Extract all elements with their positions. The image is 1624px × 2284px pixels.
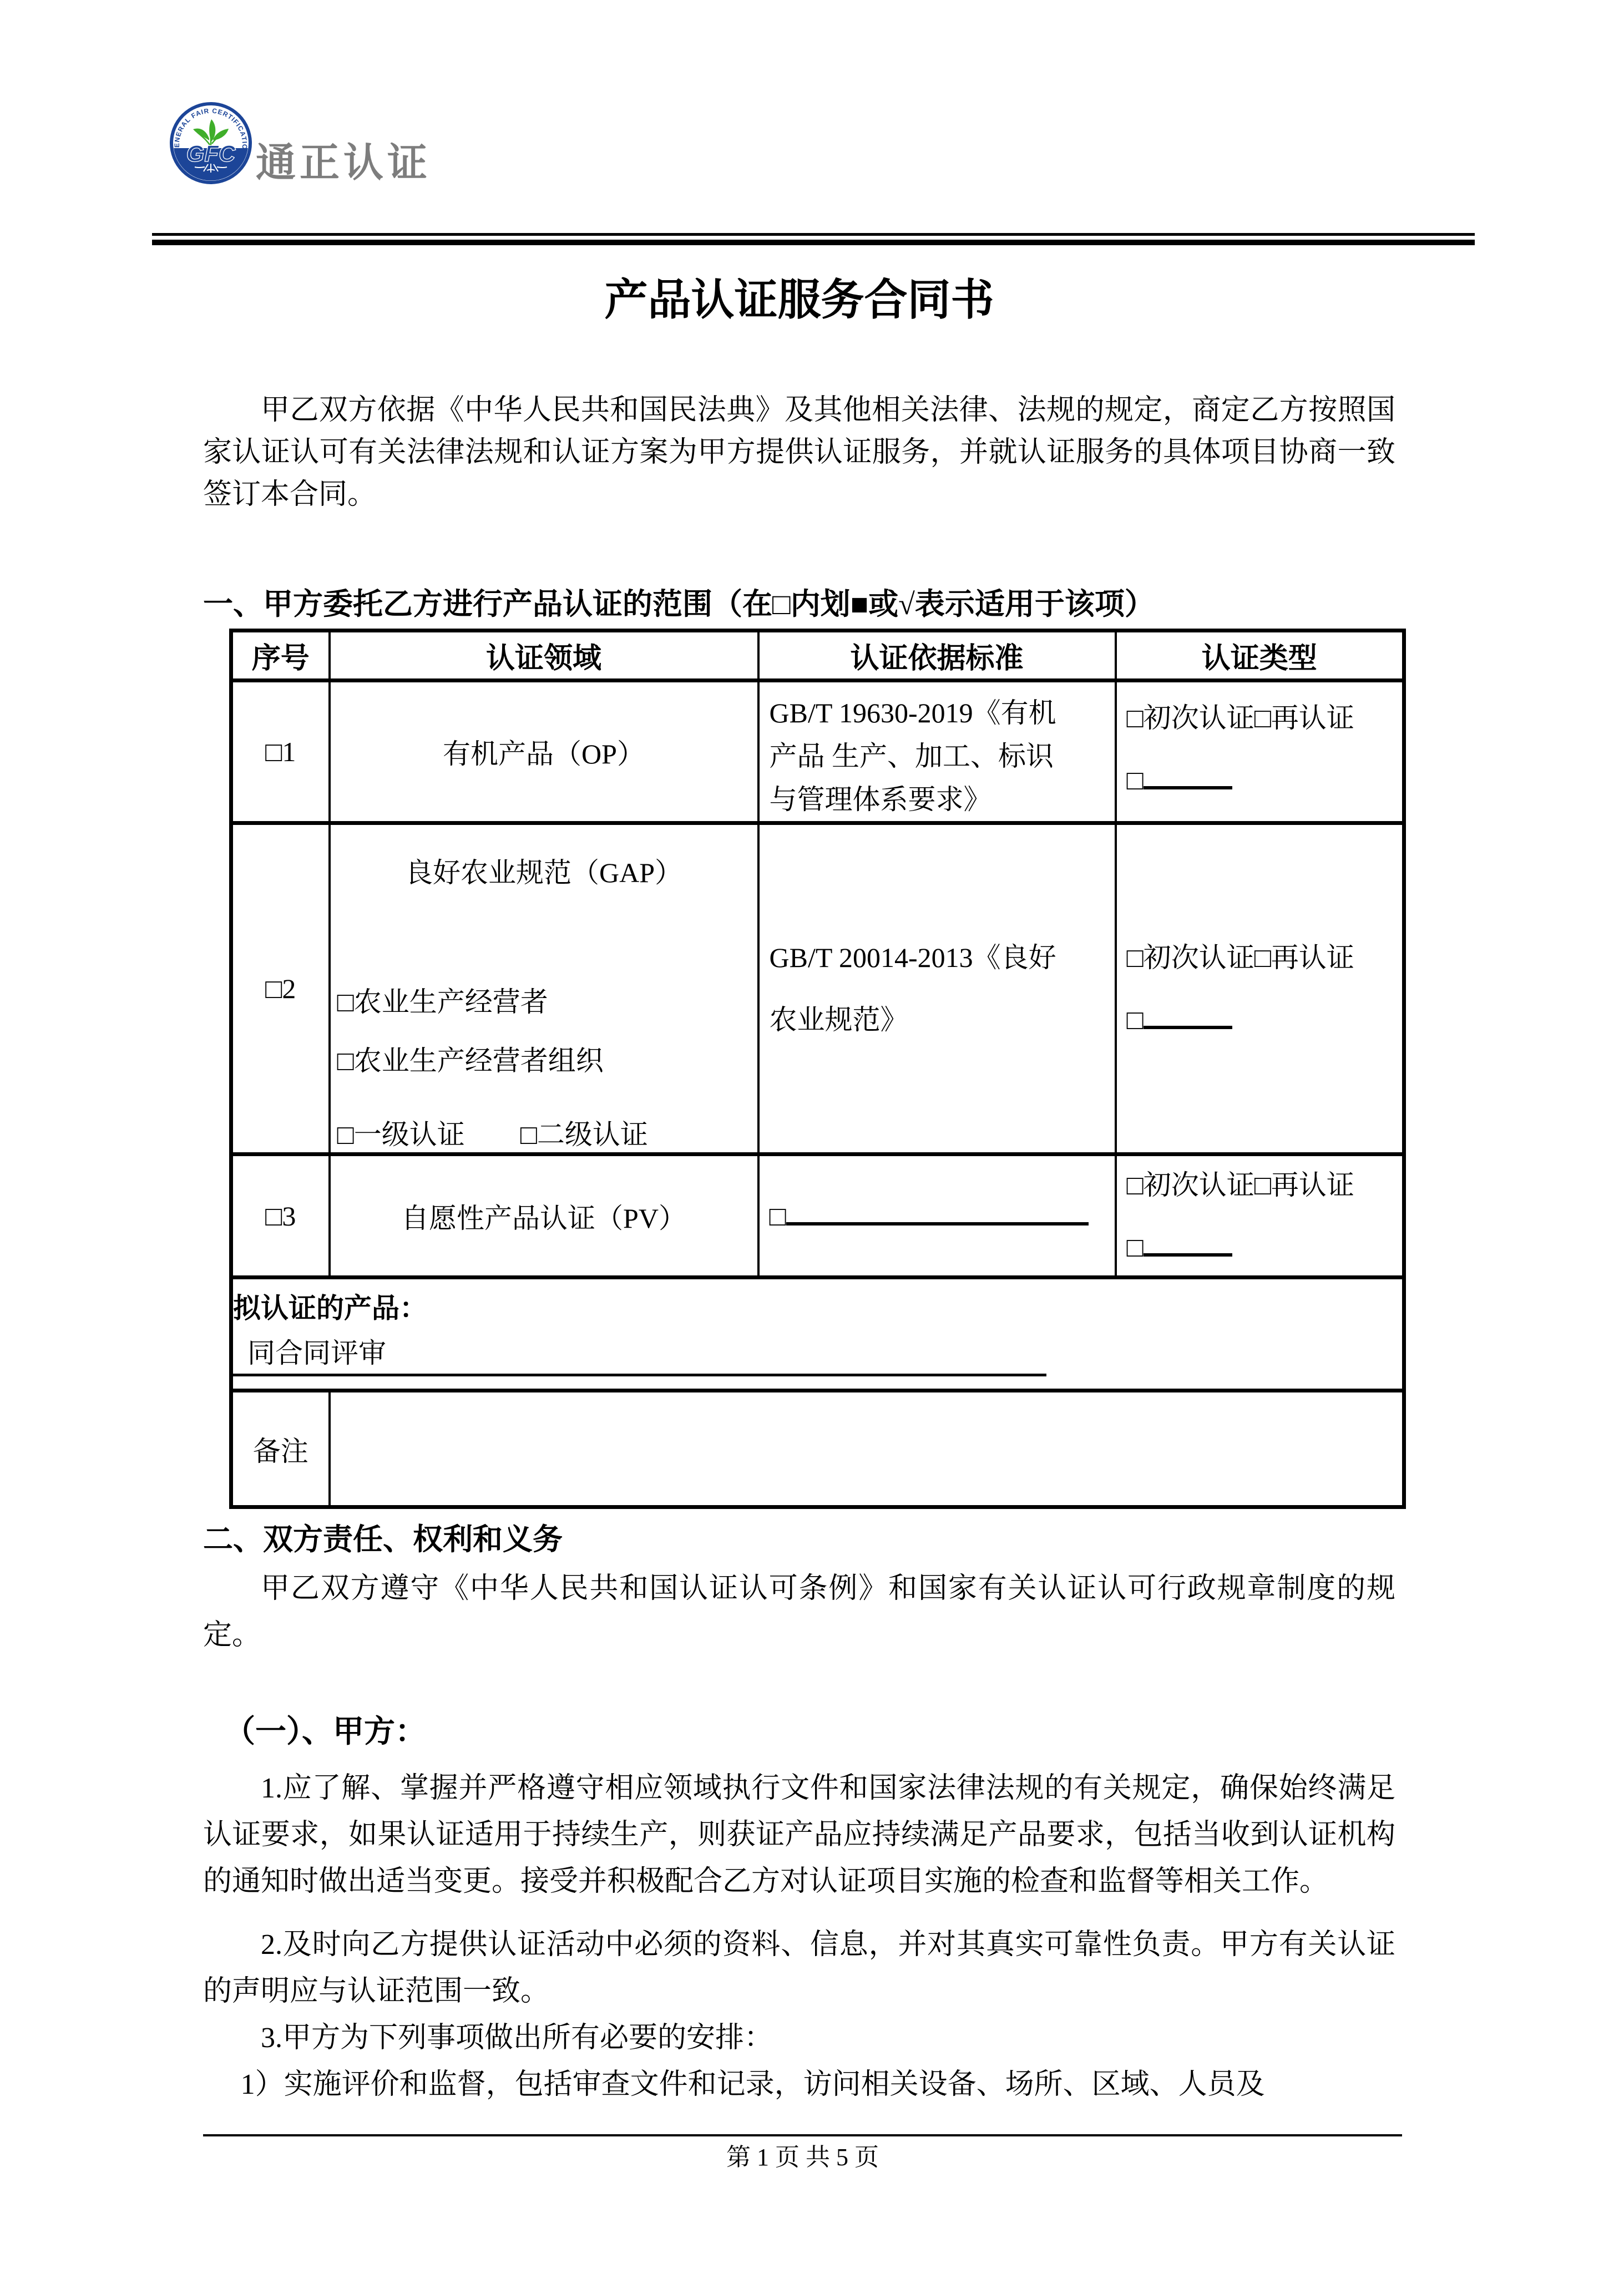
checkbox-glyph: □: [1126, 1004, 1144, 1035]
type-other-line: [1127, 1230, 1403, 1264]
row3-serial-checkbox: □3: [231, 1154, 330, 1278]
row2-serial-checkbox: □2: [231, 823, 330, 1154]
standard-line: 农业规范》: [769, 1004, 908, 1035]
party-a-item-3: 3.甲方为下列事项做出所有必要的安排：: [261, 2022, 773, 2054]
remarks-empty-cell: [330, 1391, 1404, 1507]
gfc-logo-icon: [169, 102, 252, 185]
header-cell-standard: 认证依据标准: [758, 631, 1116, 681]
row3-field-label: 自愿性产品认证（PV）: [330, 1154, 758, 1278]
products-fill-line: 同合同评审: [233, 1337, 1046, 1376]
table-row-remarks: [231, 1391, 1404, 1507]
type-options: □初次认证□再认证: [1126, 942, 1354, 973]
standard-line: 产品 生产、加工、标识: [769, 741, 1054, 772]
row1-field-label: 有机产品（OP）: [330, 681, 758, 823]
table-row: [231, 823, 1404, 1154]
header-cell-serial: 序号: [231, 631, 330, 681]
products-label: 拟认证的产品：: [233, 1293, 427, 1324]
header-divider-thin: [152, 233, 1475, 236]
party-a-subitem-1: 1）实施评价和监督，包括审查文件和记录，访问相关设备、场所、区域、人员及: [240, 2069, 1265, 2100]
intro-paragraph: 甲乙双方依据《中华人民共和国民法典》及其他相关法律、法规的规定，商定乙方按照国家认证认可有关法律法规和认证方案为甲方提供认证服务，并就认证服务的具体项目协商一致签订本合同。: [203, 394, 1395, 510]
gap-options: [331, 973, 757, 1090]
party-a-item-2: 2.及时向乙方提供认证活动中必须的资料、信息，并对其真实可靠性负责。甲方有关认证的声明应与认证范围一致。: [203, 1929, 1395, 2007]
header-logo-row: [169, 102, 1395, 185]
type-options: □初次认证□再认证: [1126, 1169, 1354, 1201]
checkbox-glyph: □: [1126, 1231, 1144, 1263]
gap-option: □农业生产经营者组织: [337, 1045, 604, 1076]
header-cell-type: 认证类型: [1116, 631, 1404, 681]
gap-option: □农业生产经营者: [337, 986, 548, 1017]
svg-text:GFC: GFC: [186, 140, 236, 166]
page-number: 第 1 页 共 5 页: [726, 2144, 879, 2171]
remarks-label: 备注: [231, 1391, 330, 1507]
standard-line: GB/T 20014-2013《良好: [769, 942, 1056, 973]
type-options: □初次认证□再认证: [1126, 702, 1354, 733]
row3-standard-cell: [758, 1154, 1116, 1278]
footer-divider: [203, 2134, 1402, 2136]
blank-underline: [1144, 1248, 1232, 1257]
gap-title: 良好农业规范（GAP）: [404, 857, 683, 888]
table-row: [231, 1154, 1404, 1278]
row2-type-cell: [1116, 823, 1404, 1154]
row3-type-cell: [1116, 1154, 1404, 1278]
checkbox-glyph: □: [1126, 764, 1144, 796]
table-row: [231, 681, 1404, 823]
row1-serial-checkbox: □1: [231, 681, 330, 823]
row1-type-cell: [1116, 681, 1404, 823]
party-a-item-1: 1.应了解、掌握并严格遵守相应领域执行文件和国家法律法规的有关规定，确保始终满足认证要求，如果认证适用于持续生产，则获证产品应持续满足产品要求，包括当收到认证机构的通知时做出适当变更。接受并积极配合乙方对认证项目实施的检查和监督等相关工作。: [203, 1772, 1395, 1897]
section-2-heading: 二、双方责任、权利和义务: [203, 1523, 563, 1556]
page-title: 产品认证服务合同书: [604, 276, 994, 324]
row2-field-cell: [330, 823, 758, 1154]
standard-line: GB/T 19630-2019《有机: [769, 697, 1056, 728]
brand-text: 通正认证: [256, 141, 432, 185]
type-other-line: [1127, 1003, 1403, 1036]
blank-underline: [1144, 781, 1232, 789]
blank-underline: [1144, 1020, 1232, 1029]
party-a-heading: （一）、甲方：: [224, 1715, 426, 1749]
table-row-products: [231, 1278, 1404, 1391]
row2-standard-cell: [758, 823, 1116, 1154]
checkbox-glyph: □: [769, 1200, 786, 1232]
section-2-intro: 甲乙双方遵守《中华人民共和国认证认可条例》和国家有关认证认可行政规章制度的规定。: [203, 1573, 1395, 1651]
products-cell: [231, 1278, 1404, 1391]
table-header-row: [231, 631, 1404, 681]
section-1-heading: 一、甲方委托乙方进行产品认证的范围（在□内划■或√表示适用于该项）: [203, 588, 1155, 621]
certification-scope-table: [229, 629, 1406, 1509]
header-divider-thick: [152, 240, 1475, 245]
blank-underline: [786, 1217, 1089, 1225]
gap-levels: □一级认证 □二级认证: [337, 1119, 648, 1150]
svg-text:GENERAL FAIR CERTIFICATION: GENERAL FAIR CERTIFICATION: [173, 107, 249, 157]
row1-standard-cell: [758, 681, 1116, 823]
type-other-line: [1127, 763, 1403, 797]
standard-line: 与管理体系要求》: [769, 784, 991, 815]
header-cell-field: 认证领域: [330, 631, 758, 681]
